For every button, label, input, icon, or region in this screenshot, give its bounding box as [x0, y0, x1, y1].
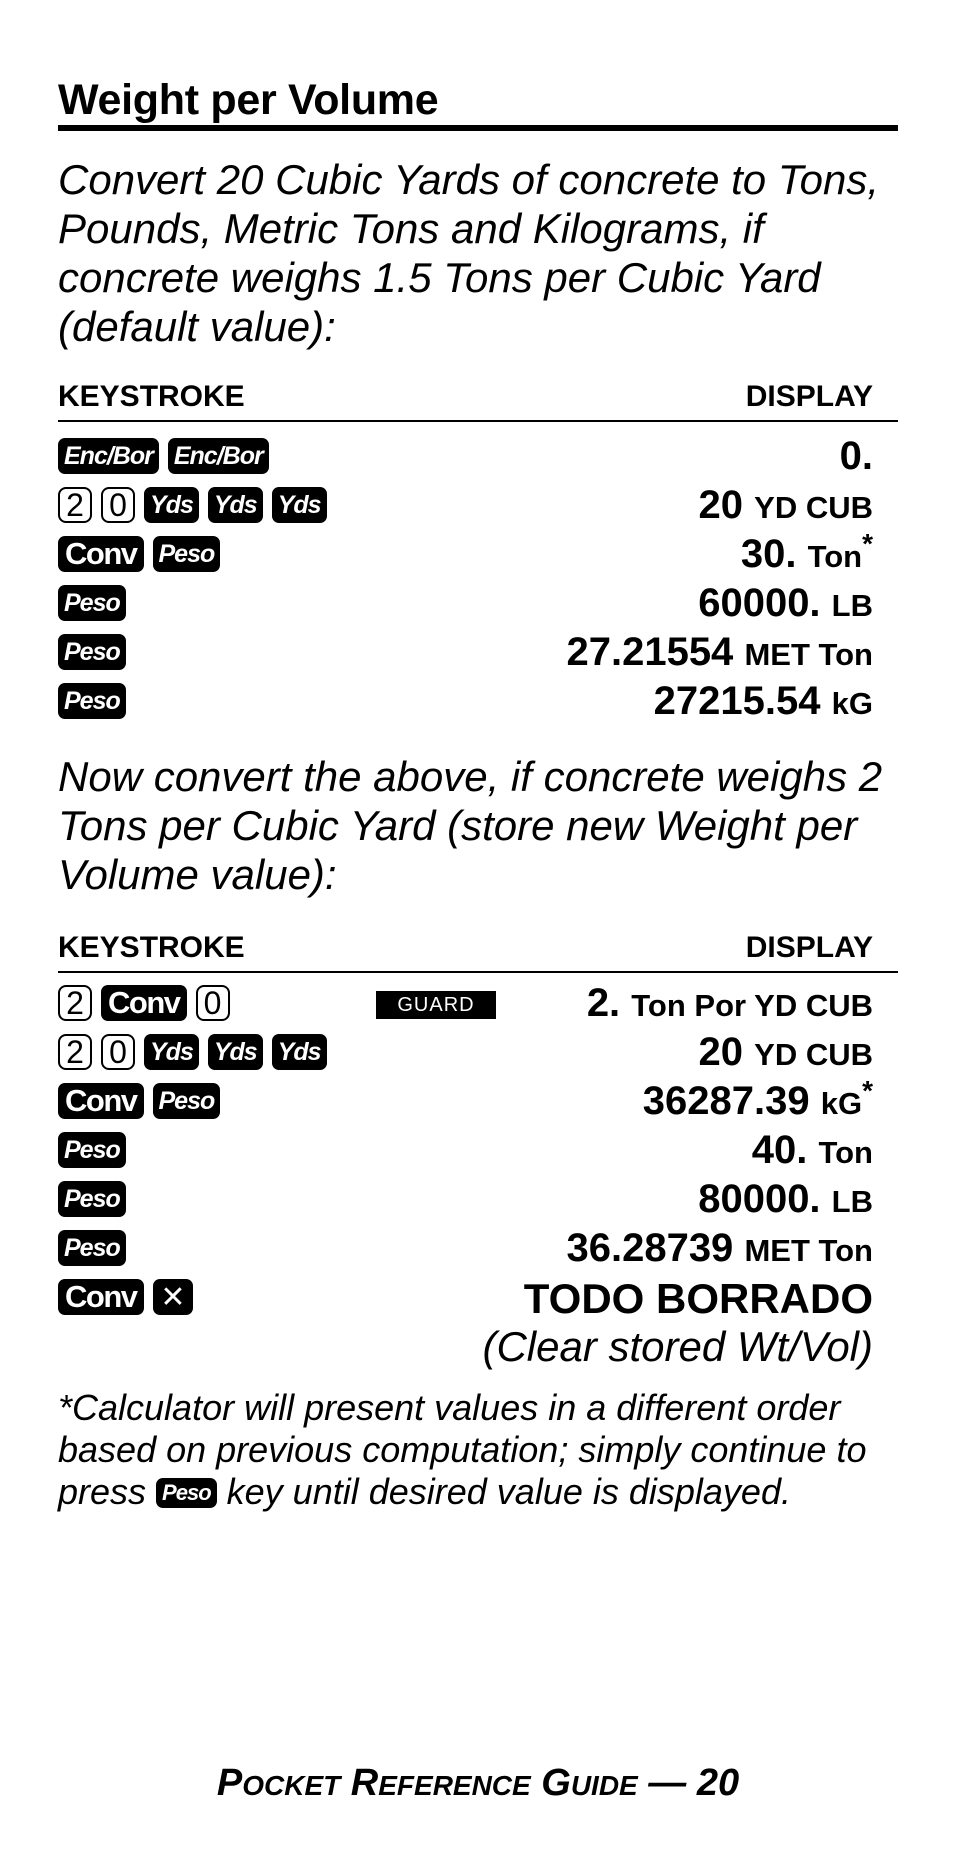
yds-key: Yds — [144, 1034, 199, 1070]
table2-header — [58, 931, 898, 973]
page-footer: POCKET REFERENCE GUIDE — 20 — [216, 1762, 740, 1804]
conv-key: Conv — [58, 536, 144, 572]
display-value: 27.21554 MET Ton — [566, 630, 873, 674]
display-value: 0. — [839, 434, 873, 478]
zero-key: 0 — [196, 985, 230, 1021]
two-key: 2 — [58, 487, 92, 523]
display-header: DISPLAY — [745, 380, 873, 413]
table2-row — [58, 1128, 898, 1177]
display-value: 36.28739 MET Ton — [566, 1226, 873, 1270]
yds-key: Yds — [208, 487, 263, 523]
display-value: 30. Ton* — [740, 528, 873, 576]
display-value: TODO BORRADO — [523, 1275, 873, 1322]
display-header: DISPLAY — [745, 931, 873, 964]
title-rule — [58, 125, 898, 131]
display-value: 36287.39 kG* — [642, 1075, 873, 1123]
table2-row — [58, 1030, 898, 1079]
table1-header — [58, 380, 898, 422]
clear-x-key: ✕ — [153, 1279, 193, 1315]
intro-text: Convert 20 Cubic Yards of concrete to Tons, Pounds, Metric Tons and Kilograms, if concrete weighs 1.5 Tons per Cubic Yard (default value): — [58, 156, 880, 350]
keystroke-header: KEYSTROKE — [58, 931, 245, 964]
enc-bor-key: Enc/Bor — [58, 438, 159, 474]
peso-key: Peso — [58, 1230, 126, 1266]
yds-key: Yds — [272, 487, 327, 523]
yds-key: Yds — [272, 1034, 327, 1070]
display-value: 27215.54 kG — [653, 679, 873, 723]
table1-row — [58, 679, 898, 728]
peso-key: Peso — [153, 536, 221, 572]
table1-row — [58, 581, 898, 630]
keystroke-header: KEYSTROKE — [58, 380, 245, 413]
table1-row — [58, 528, 898, 581]
peso-key: Peso — [153, 1083, 221, 1119]
yds-key: Yds — [144, 487, 199, 523]
footnote — [58, 1387, 898, 1513]
mid-text: Now convert the above, if concrete weighs 2 Tons per Cubic Yard (store new Weight per Volume value): — [58, 753, 883, 898]
yds-key: Yds — [208, 1034, 263, 1070]
peso-key: Peso — [58, 634, 126, 670]
display-value: 20 YD CUB — [698, 483, 873, 527]
table2-row — [58, 1075, 898, 1128]
peso-key: Peso — [58, 1181, 126, 1217]
table2-row — [58, 1177, 898, 1226]
conv-key: Conv — [101, 985, 187, 1021]
table1-row — [58, 483, 898, 532]
display-value: 40. Ton — [751, 1128, 873, 1172]
guard-label: GUARD — [376, 991, 496, 1019]
peso-key: Peso — [58, 585, 126, 621]
table2-row — [58, 1275, 898, 1324]
peso-key: Peso — [58, 683, 126, 719]
display-value: 80000. LB — [698, 1177, 873, 1221]
zero-key: 0 — [101, 1034, 135, 1070]
table1-row — [58, 434, 898, 483]
section-title: Weight per Volume — [58, 76, 439, 124]
footnote-after: key until desired value is displayed. — [226, 1471, 791, 1512]
footnote-before: *Calculator will present values in a different order based on previous computation; simply continue to press — [58, 1387, 867, 1512]
zero-key: 0 — [101, 487, 135, 523]
two-key: 2 — [58, 1034, 92, 1070]
peso-key: Peso — [58, 1132, 126, 1168]
clear-note: (Clear stored Wt/Vol) — [482, 1323, 873, 1370]
table2-row — [58, 981, 898, 1030]
display-value: 20 YD CUB — [698, 1030, 873, 1074]
conv-key: Conv — [58, 1083, 144, 1119]
enc-bor-key: Enc/Bor — [168, 438, 269, 474]
two-key: 2 — [58, 985, 92, 1021]
conv-key: Conv — [58, 1279, 144, 1315]
table2-row — [58, 1226, 898, 1275]
table1-row — [58, 630, 898, 679]
display-value: 60000. LB — [698, 581, 873, 625]
peso-key: Peso — [156, 1478, 217, 1508]
display-value: 2. Ton Por YD CUB — [586, 981, 873, 1025]
